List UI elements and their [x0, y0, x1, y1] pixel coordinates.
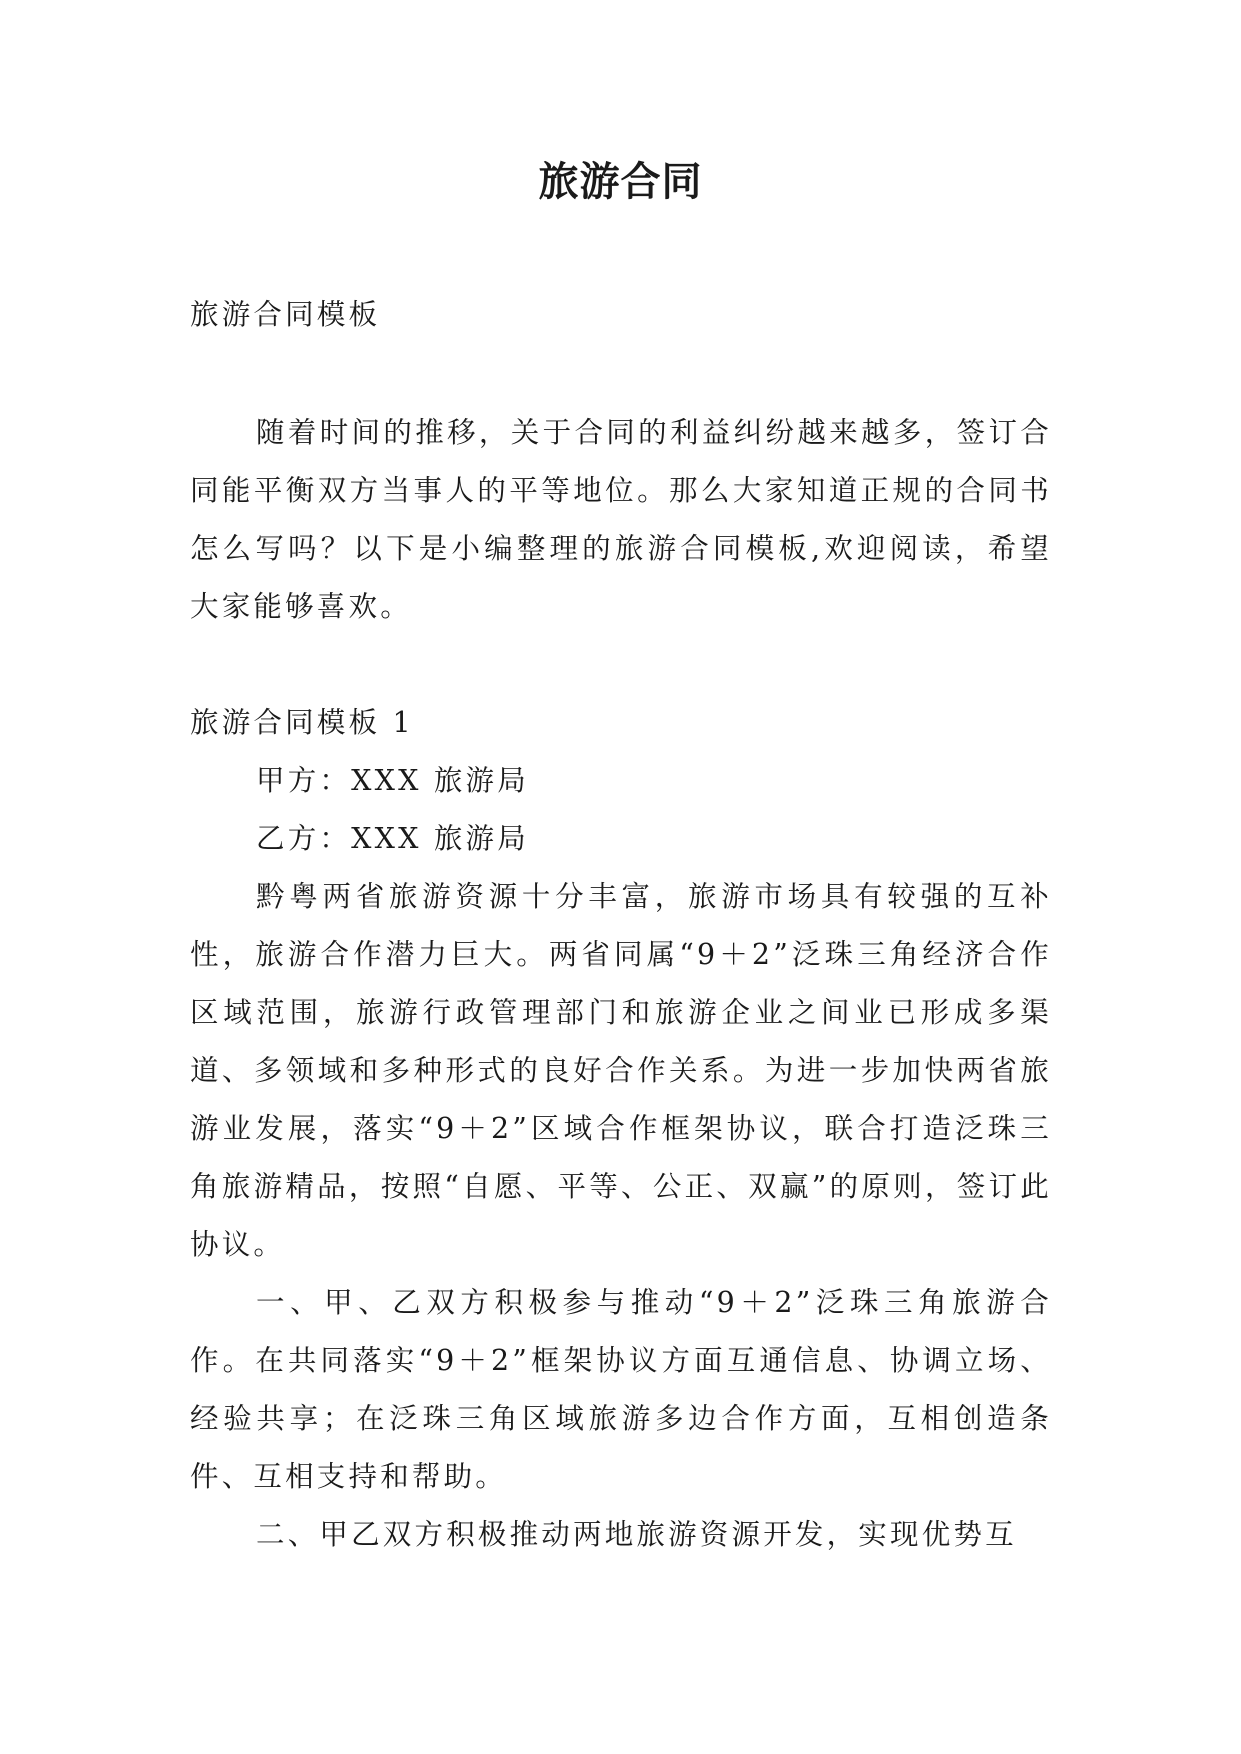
section-heading: 旅游合同模板 1 [190, 706, 414, 739]
party-a: 甲方：XXX 旅游局 [256, 764, 529, 797]
intro-paragraph: 随着时间的推移，关于合同的利益纠纷越来越多，签订合同能平衡双方当事人的平等地位。那么大家知道正规的合同书怎么写吗？以下是小编整理的旅游合同模板,欢迎阅读，希望大家能够喜欢。 [190, 416, 1052, 623]
party-b: 乙方：XXX 旅游局 [256, 822, 529, 855]
preamble-paragraph: 黔粤两省旅游资源十分丰富，旅游市场具有较强的互补性，旅游合作潜力巨大。两省同属“9＋2”泛珠三角经济合作区域范围，旅游行政管理部门和旅游企业之间业已形成多渠道、多领域和多种形式的良好合作关系。为进一步加快两省旅游业发展，落实“9＋2”区域合作框架协议，联合打造泛珠三角旅游精品，按照“自愿、平等、公正、双赢”的原则，签订此协议。 [190, 880, 1052, 1261]
document-title: 旅游合同 [538, 158, 703, 205]
clause-1: 一、甲、乙双方积极参与推动“9＋2”泛珠三角旅游合作。在共同落实“9＋2”框架协议方面互通信息、协调立场、经验共享；在泛珠三角区域旅游多边合作方面，互相创造条件、互相支持和帮助。 [190, 1286, 1052, 1493]
document-body [190, 286, 1052, 1564]
clause-2: 二、甲乙双方积极推动两地旅游资源开发，实现优势互 [256, 1518, 1017, 1551]
document-subtitle: 旅游合同模板 [190, 298, 381, 331]
